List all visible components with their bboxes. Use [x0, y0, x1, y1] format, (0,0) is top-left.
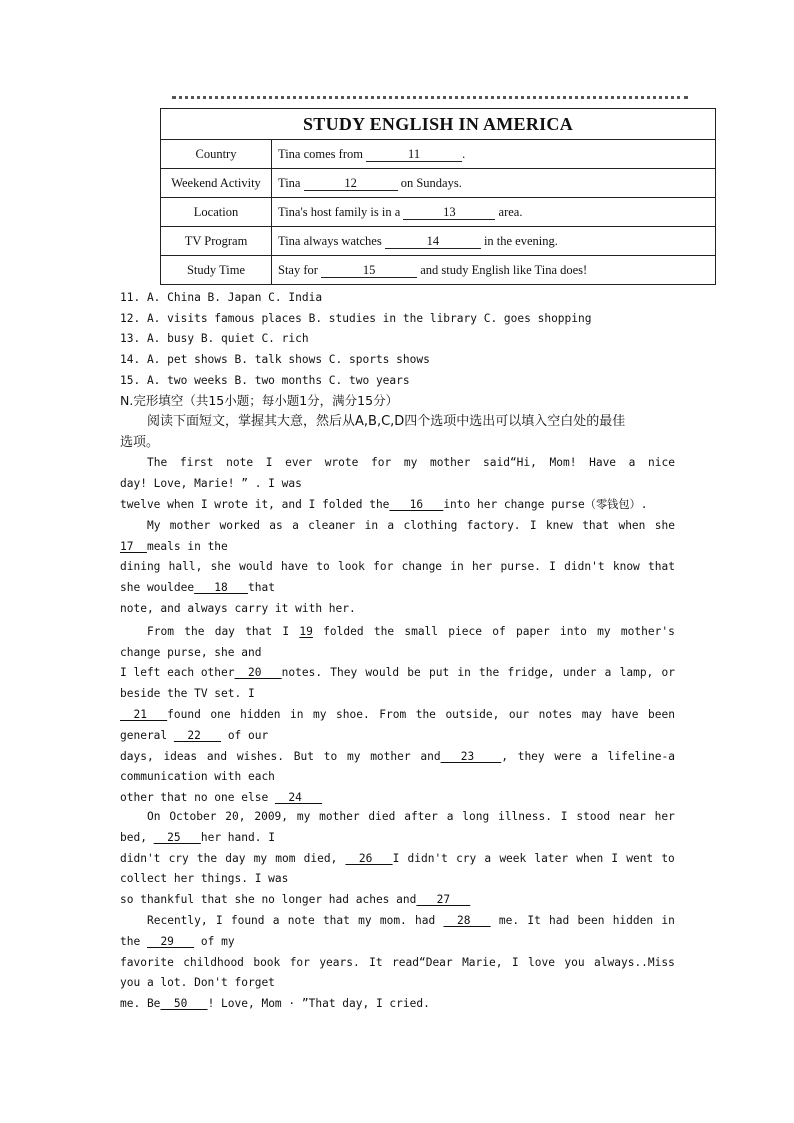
row-content: Tina 12 on Sundays. [272, 169, 716, 198]
option-line: 13. A. busy B. quiet C. rich [120, 332, 309, 346]
passage-line: On October 20, 2009, my mother died after a long illness. I stood near her [147, 809, 675, 823]
blank-19: 19 [299, 624, 313, 638]
blank-20: 20 [234, 666, 282, 680]
passage-line: I left each other 20 notes. They would be put in the fridge, under a lamp, or [120, 666, 675, 680]
passage-line: days, ideas and wishes. But to my mother and 23 , they were a lifeline-a [120, 749, 675, 763]
blank-22: 22 [173, 728, 222, 742]
row-label: Location [161, 198, 272, 227]
passage-line: the 29 of my [120, 932, 675, 953]
study-table-container [160, 108, 716, 285]
passage-line: My mother worked as a cleaner in a clothing factory. I knew that when she [147, 518, 675, 532]
row-content: Tina always watches 14 in the evening. [272, 227, 716, 256]
passage-line: twelve when I wrote it, and I folded the 16 into her change purse（零钱包）. [120, 495, 675, 516]
passage-line: note, and always carry it with her. [120, 602, 356, 616]
passage-line: 17 meals in the [120, 537, 675, 558]
answer-blank: 11 [366, 148, 462, 162]
answer-blank: 15 [321, 264, 417, 278]
blank-28: 28 [443, 913, 491, 927]
passage-line: general 22 of our [120, 726, 675, 747]
passage-line: change purse, she and [120, 645, 262, 659]
study-english-table [160, 108, 716, 285]
option-line: 15. A. two weeks B. two months C. two years [120, 373, 410, 387]
table-row [161, 140, 716, 169]
cropped-header-line [172, 96, 688, 105]
answer-blank: 13 [403, 206, 495, 220]
passage-line: she wouldee 18 that [120, 578, 675, 599]
row-label: Weekend Activity [161, 169, 272, 198]
section-title: N.完形填空（共15小题；每小题1分，满分15分） [120, 393, 399, 409]
passage-line: communication with each [120, 770, 275, 784]
table-row [161, 169, 716, 198]
row-label: Study Time [161, 256, 272, 285]
passage-line: collect her things. I was [120, 872, 289, 886]
row-content: Tina's host family is in a 13 area. [272, 198, 716, 227]
passage-line: other that no one else 24 [120, 788, 675, 809]
passage-line: Recently, I found a note that my mom. had 28 me. It had been hidden in [120, 911, 675, 932]
passage-line: day! Love, Marie! ” . I was [120, 477, 302, 491]
blank-30: 50 [160, 997, 208, 1011]
row-label: Country [161, 140, 272, 169]
blank-24: 24 [274, 791, 323, 805]
option-line: 14. A. pet shows B. talk shows C. sports shows [120, 353, 430, 367]
passage-line: me. Be 50 ! Love, Mom · ”That day, I cried. [120, 994, 675, 1015]
passage-line: beside the TV set. I [120, 687, 255, 701]
row-label: TV Program [161, 227, 272, 256]
passage-line: so thankful that she no longer had aches and 27 [120, 890, 675, 911]
blank-27: 27 [416, 893, 471, 907]
row-content: Stay for 15 and study English like Tina does! [272, 256, 716, 285]
passage-line: bed, 25 her hand. I [120, 828, 675, 849]
answer-blank: 14 [385, 235, 481, 249]
passage-line: The first note I ever wrote for my mother said“Hi, Mom! Have a nice [147, 456, 675, 470]
passage-line: dining hall, she would have to look for change in her purse. I didn't know that [120, 560, 675, 574]
passage-line: From the day that I 19 folded the small piece of paper into my mother's [120, 622, 675, 643]
blank-17: 17 [120, 539, 147, 553]
table-title: STUDY ENGLISH IN AMERICA [161, 109, 716, 140]
blank-16: 16 [389, 498, 444, 512]
blank-18: 18 [194, 581, 248, 595]
instruction-line: 选项。 [120, 435, 160, 451]
table-row [161, 198, 716, 227]
table-row [161, 227, 716, 256]
row-content: Tina comes from 11 . [272, 140, 716, 169]
option-line: 12. A. visits famous places B. studies in the library C. goes shopping [120, 311, 592, 325]
table-row [161, 256, 716, 285]
blank-29: 29 [146, 934, 195, 948]
passage-line: favorite childhood book for years. It read“Dear Marie, I love you always..Miss [120, 955, 675, 969]
blank-21: 21 [120, 708, 168, 721]
option-line: 11. A. China B. Japan C. India [120, 291, 323, 304]
passage-line: didn't cry the day my mom died, 26 I didn't cry a week later when I went to [120, 851, 675, 865]
document-body [120, 288, 675, 1015]
instruction-line: 阅读下面短文，掌握其大意，然后从A,B,C,D四个选项中选出可以填入空白处的最佳 [147, 414, 626, 430]
passage-line: 21 found one hidden in my shoe. From the outside, our notes may have been [120, 708, 675, 721]
passage-line: you a lot. Don't forget [120, 976, 275, 990]
blank-23: 23 [440, 749, 502, 763]
blank-26: 26 [345, 851, 393, 865]
answer-blank: 12 [304, 177, 398, 191]
blank-25: 25 [153, 830, 201, 844]
